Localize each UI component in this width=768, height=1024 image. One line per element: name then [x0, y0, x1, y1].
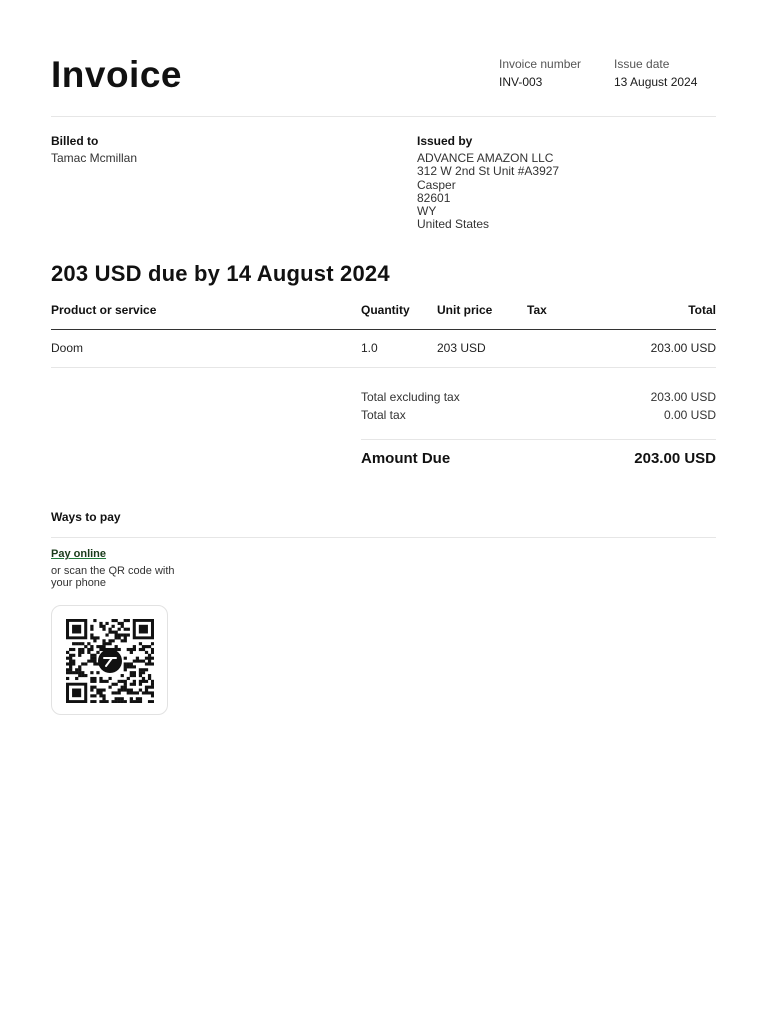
header-divider — [51, 116, 716, 117]
qr-code-icon — [66, 619, 154, 703]
issued-by-block — [417, 135, 559, 231]
billed-to-label: Billed to — [51, 134, 99, 148]
issuer-postcode: 82601 — [417, 190, 451, 205]
issue-date-label: Issue date — [614, 57, 670, 71]
scan-instructions: or scan the QR code with your phone — [51, 565, 175, 589]
column-header-tax: Tax — [527, 303, 547, 317]
column-header-unit-price: Unit price — [437, 303, 493, 317]
ways-to-pay-heading: Ways to pay — [51, 510, 121, 524]
tax-label: Total tax — [361, 408, 406, 422]
row-unit-price: 203 USD — [437, 341, 486, 355]
payment-divider — [51, 537, 716, 538]
column-header-product: Product or service — [51, 303, 157, 317]
row-total: 203.00 USD — [650, 341, 716, 355]
invoice-number-label: Invoice number — [499, 57, 582, 71]
issue-date-block — [614, 57, 697, 89]
table-header-divider — [51, 329, 716, 330]
amount-due-label: Amount Due — [361, 450, 451, 467]
invoice-title: Invoice — [51, 54, 182, 95]
billed-to-name: Tamac Mcmillan — [51, 151, 138, 166]
issuer-country: United States — [417, 217, 490, 232]
invoice-number-block — [499, 57, 581, 89]
qr-code-card[interactable] — [51, 605, 168, 715]
summary-divider — [361, 439, 716, 440]
column-header-quantity: Quantity — [361, 303, 410, 317]
issuer-state: WY — [417, 204, 437, 219]
issuer-city: Casper — [417, 177, 456, 192]
tax-value: 0.00 USD — [663, 408, 716, 422]
invoice-number: INV-003 — [499, 75, 543, 89]
row-quantity: 1.0 — [361, 341, 378, 355]
subtotal-value: 203.00 USD — [650, 390, 716, 404]
table-row-divider — [51, 367, 716, 368]
pay-online-link[interactable]: Pay online — [51, 548, 107, 560]
billed-to-block — [51, 135, 137, 165]
subtotal-label: Total excluding tax — [361, 390, 460, 404]
issuer-street: 312 W 2nd St Unit #A3927 — [417, 164, 560, 179]
issuer-name: ADVANCE AMAZON LLC — [417, 151, 554, 166]
row-product: Doom — [51, 341, 84, 355]
column-header-total: Total — [688, 303, 716, 317]
amount-due-value: 203.00 USD — [634, 450, 716, 467]
issued-by-label: Issued by — [417, 134, 473, 148]
issue-date: 13 August 2024 — [614, 75, 698, 89]
amount-due-heading: 203 USD due by 14 August 2024 — [51, 261, 390, 286]
